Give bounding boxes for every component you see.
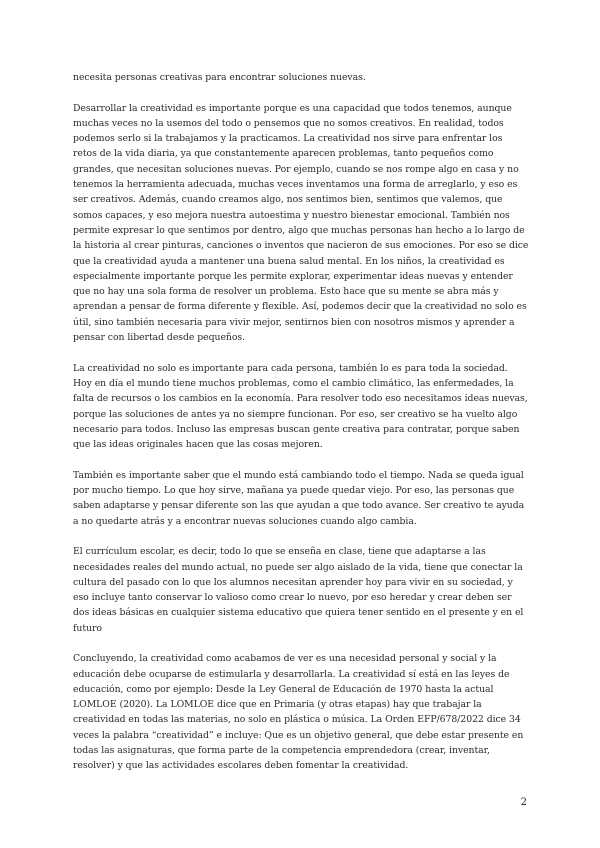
paragraph-continuation: necesita personas creativas para encontrar soluciones nuevas. (73, 72, 366, 83)
paragraph-curriculum: El currículum escolar, es decir, todo lo que se enseña en clase, tiene que adaptarse a las necesidades reales del mundo actual, no puede ser algo aislado de la vida, tiene que conectar la cultura del pasado con lo que los alumnos necesitan aprender hoy para vivir en su sociedad, y eso incluye tanto conservar lo valioso como crear lo nuevo, por eso heredar y crear deben ser dos ideas básicas en cualquier sistema educativo que quiera tener sentido en el presente y en el futuro (73, 546, 524, 634)
paragraph-creativity-importance: Desarrollar la creatividad es importante porque es una capacidad que todos tenemos, aunque muchas veces no la usemos del todo o pensemos que no somos creativos. En realidad, todos podemos serlo si la trabajamos y la practicamos. La creatividad nos sirve para enfrentar los retos de la vida diaria, ya que constantemente aparecen problemas, tanto pequeños como grandes, que necesitan soluciones nuevas. Por ejemplo, cuando se nos rompe algo en casa y no tenemos la herramienta adecuada, muchas veces inventamos una forma de arreglarlo, y eso es ser creativos. Además, cuando creamos algo, nos sentimos bien, sentimos que valemos, que somos capaces, y eso mejora nuestra autoestima y nuestro bienestar emocional. También nos permite expresar lo que sentimos por dentro, algo que muchas personas han hecho a lo largo de la historia al crear pinturas, canciones o inventos que nacieron de sus emociones. Por eso se dice que la creatividad ayuda a mantener una buena salud mental. En los niños, la creatividad es especialmente importante porque les permite explorar, experimentar ideas nuevas y entender que no hay una sola forma de resolver un problema. Esto hace que su mente se abra más y aprendan a pensar de forma diferente y flexible. Así, podemos decir que la creatividad no solo es útil, sino también necesaria para vivir mejor, sentirnos bien con nosotros mismos y aprender a pensar con libertad desde pequeños. (73, 102, 529, 344)
page-number: 2 (520, 797, 527, 808)
document-body (73, 70, 529, 789)
paragraph-society: La creatividad no solo es importante para cada persona, también lo es para toda la sociedad. Hoy en día el mundo tiene muchos problemas, como el cambio climático, las enfermedades, la falta de recursos o los cambios en la economía. Para resolver todo eso necesitamos ideas nuevas, porque las soluciones de antes ya no siempre funcionan. Por eso, ser creativo se ha vuelto algo necesario para todos. Incluso las empresas buscan gente creativa para contratar, porque saben que las ideas originales hacen que las cosas mejoren. (73, 362, 528, 451)
paragraph-conclusion: Concluyendo, la creatividad como acabamos de ver es una necesidad personal y social y la educación debe ocuparse de estimularla y desarrollarla. La creatividad sí está en las leyes de educación, como por ejemplo: Desde la Ley General de Educación de 1970 hasta la actual LOMLOE (2020). La LOMLOE dice que en Primaria (y otras etapas) hay que trabajar la creatividad en todas las materias, no solo en plástica o música. La Orden EFP/678/2022 dice 34 veces la palabra “creatividad” e incluye: Que es un objetivo general, que debe estar presente en todas las asignaturas, que forma parte de la competencia emprendedora (crear, inventar, resolver) y que las actividades escolares deben fomentar la creatividad. (73, 653, 524, 772)
paragraph-changing-world: También es importante saber que el mundo está cambiando todo el tiempo. Nada se queda igual por mucho tiempo. Lo que hoy sirve, mañana ya puede quedar viejo. Por eso, las personas que saben adaptarse y pensar diferente son las que ayudan a que todo avance. Ser creativo te ayuda a no quedarte atrás y a encontrar nuevas soluciones cuando algo cambia. (73, 469, 525, 527)
